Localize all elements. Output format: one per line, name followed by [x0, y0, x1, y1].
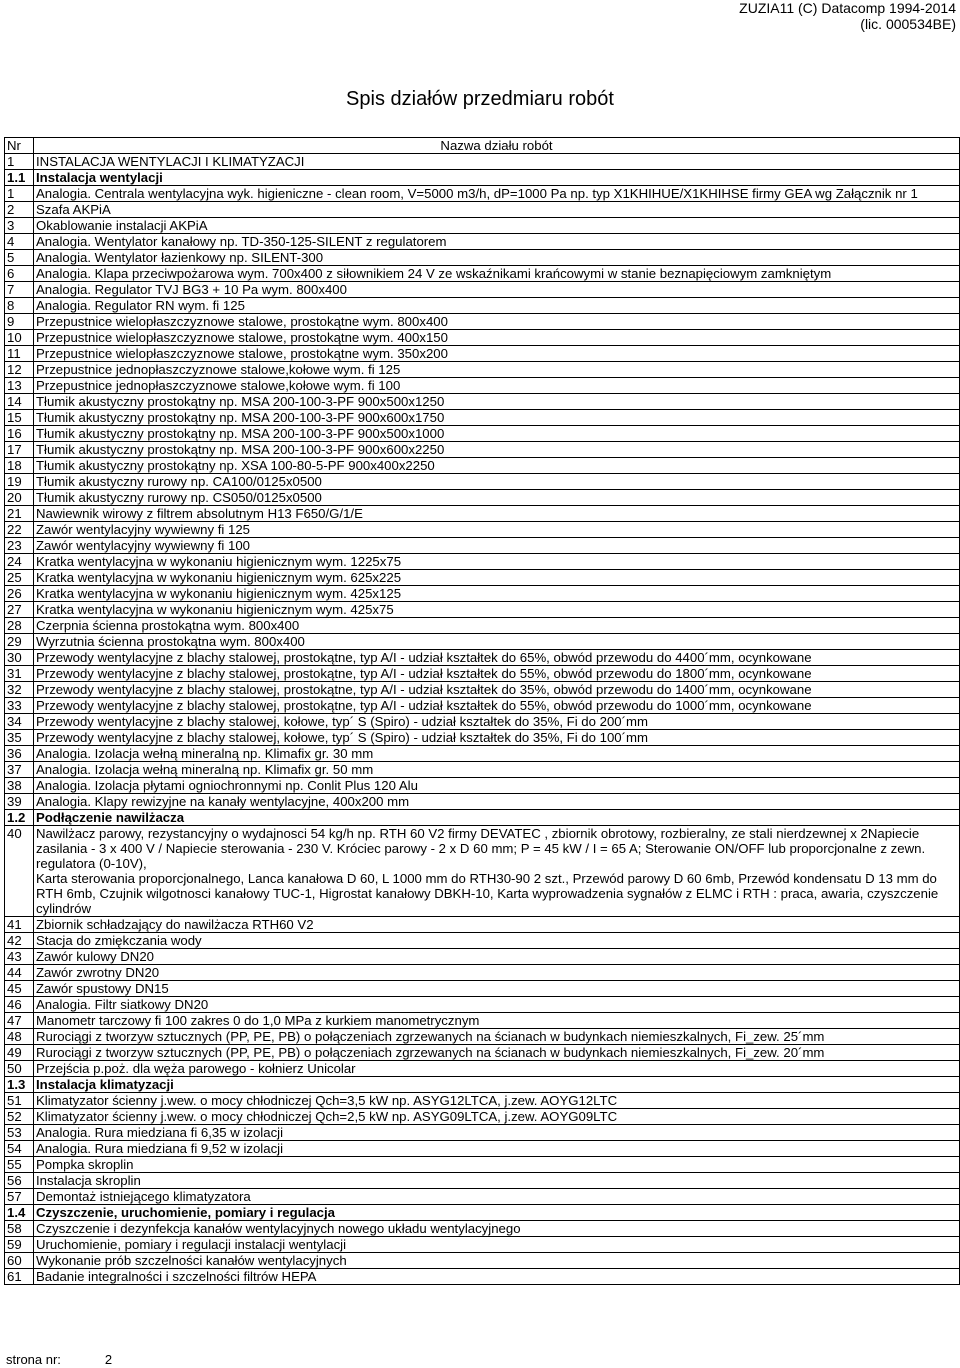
row-name: Przepustnice jednopłaszczyznowe stalowe,kołowe wym. fi 125	[34, 362, 960, 378]
row-name: Klimatyzator ścienny j.wew. o mocy chłodniczej Qch=2,5 kW np. ASYG09LTCA, j.zew. AOYG09LTC	[34, 1109, 960, 1125]
table-row	[5, 698, 960, 714]
row-number: 22	[5, 522, 34, 538]
table-row	[5, 154, 960, 170]
section-row	[5, 810, 960, 826]
row-number: 3	[5, 218, 34, 234]
table-row	[5, 410, 960, 426]
row-number: 30	[5, 650, 34, 666]
row-number: 10	[5, 330, 34, 346]
row-number: 53	[5, 1125, 34, 1141]
row-name: Nawiewnik wirowy z filtrem absolutnym H13 F650/G/1/E	[34, 506, 960, 522]
row-number: 46	[5, 997, 34, 1013]
table-row	[5, 762, 960, 778]
row-name: Zawór wentylacyjny wywiewny fi 125	[34, 522, 960, 538]
row-number: 14	[5, 394, 34, 410]
row-name: Czyszczenie, uruchomienie, pomiary i regulacja	[34, 1205, 960, 1221]
software-name: ZUZIA11 (C) Datacomp 1994-2014	[739, 0, 956, 16]
row-number: 34	[5, 714, 34, 730]
column-header-name: Nazwa działu robót	[34, 138, 960, 154]
table-row	[5, 1125, 960, 1141]
row-number: 44	[5, 965, 34, 981]
row-number: 21	[5, 506, 34, 522]
page-title: Spis działów przedmiaru robót	[346, 88, 614, 110]
table-row	[5, 1061, 960, 1077]
row-name: Analogia. Izolacja wełną mineralną np. Klimafix gr. 30 mm	[34, 746, 960, 762]
section-row	[5, 1205, 960, 1221]
row-number: 38	[5, 778, 34, 794]
table-row	[5, 1221, 960, 1237]
table-row	[5, 666, 960, 682]
table-row	[5, 266, 960, 282]
row-number: 45	[5, 981, 34, 997]
row-name: Analogia. Rura miedziana fi 6,35 w izolacji	[34, 1125, 960, 1141]
row-number: 1.2	[5, 810, 34, 826]
table-row	[5, 1109, 960, 1125]
row-number: 15	[5, 410, 34, 426]
row-number: 23	[5, 538, 34, 554]
table-row	[5, 933, 960, 949]
row-name: Przepustnice wielopłaszczyznowe stalowe, prostokątne wym. 400x150	[34, 330, 960, 346]
row-name: Kratka wentylacyjna w wykonaniu higienicznym wym. 625x225	[34, 570, 960, 586]
row-number: 27	[5, 602, 34, 618]
row-number: 60	[5, 1253, 34, 1269]
row-name: Analogia. Rura miedziana fi 9,52 w izolacji	[34, 1141, 960, 1157]
row-number: 5	[5, 250, 34, 266]
row-number: 25	[5, 570, 34, 586]
table-row	[5, 981, 960, 997]
row-name: Tłumik akustyczny prostokątny np. MSA 200-100-3-PF 900x600x1750	[34, 410, 960, 426]
table-row	[5, 282, 960, 298]
row-number: 58	[5, 1221, 34, 1237]
table-row	[5, 1157, 960, 1173]
table-row	[5, 490, 960, 506]
row-number: 51	[5, 1093, 34, 1109]
row-name: Stacja do zmiękczania wody	[34, 933, 960, 949]
table-row	[5, 1013, 960, 1029]
table-row	[5, 506, 960, 522]
table-row	[5, 1045, 960, 1061]
row-number: 61	[5, 1269, 34, 1285]
table-row	[5, 650, 960, 666]
row-name: Kratka wentylacyjna w wykonaniu higienicznym wym. 1225x75	[34, 554, 960, 570]
row-name: Przepustnice jednopłaszczyznowe stalowe,kołowe wym. fi 100	[34, 378, 960, 394]
row-number: 59	[5, 1237, 34, 1253]
table-row	[5, 218, 960, 234]
table-row	[5, 778, 960, 794]
row-number: 43	[5, 949, 34, 965]
row-number: 48	[5, 1029, 34, 1045]
table-row	[5, 570, 960, 586]
row-name: Tłumik akustyczny prostokątny np. MSA 200-100-3-PF 900x600x2250	[34, 442, 960, 458]
row-number: 52	[5, 1109, 34, 1125]
table-row	[5, 426, 960, 442]
page-number: 2	[104, 1352, 113, 1367]
row-name: Wykonanie prób szczelności kanałów wentylacyjnych	[34, 1253, 960, 1269]
table-row	[5, 586, 960, 602]
row-number: 17	[5, 442, 34, 458]
table-row	[5, 826, 960, 917]
row-name: Instalacja klimatyzacji	[34, 1077, 960, 1093]
row-number: 54	[5, 1141, 34, 1157]
row-name: Manometr tarczowy fi 100 zakres 0 do 1,0 MPa z kurkiem manometrycznym	[34, 1013, 960, 1029]
row-name: Szafa AKPiA	[34, 202, 960, 218]
row-number: 24	[5, 554, 34, 570]
table-row	[5, 1141, 960, 1157]
table-row	[5, 362, 960, 378]
table-body	[5, 154, 960, 1285]
row-name: Tłumik akustyczny prostokątny np. MSA 200-100-3-PF 900x500x1250	[34, 394, 960, 410]
row-name: Tłumik akustyczny rurowy np. CS050/0125x0500	[34, 490, 960, 506]
table-row	[5, 202, 960, 218]
row-number: 16	[5, 426, 34, 442]
table-row	[5, 554, 960, 570]
row-name: Pompka skroplin	[34, 1157, 960, 1173]
row-number: 1.3	[5, 1077, 34, 1093]
row-number: 20	[5, 490, 34, 506]
row-number: 29	[5, 634, 34, 650]
table-row	[5, 1253, 960, 1269]
table-row	[5, 538, 960, 554]
table-row	[5, 346, 960, 362]
table-row	[5, 474, 960, 490]
row-name: Instalacja skroplin	[34, 1173, 960, 1189]
row-name: Tłumik akustyczny rurowy np. CA100/0125x0500	[34, 474, 960, 490]
row-number: 50	[5, 1061, 34, 1077]
row-number: 26	[5, 586, 34, 602]
row-name: Tłumik akustyczny prostokątny np. XSA 100-80-5-PF 900x400x2250	[34, 458, 960, 474]
row-name: Analogia. Izolacja płytami ogniochronnymi np. Conlit Plus 120 Alu	[34, 778, 960, 794]
table-row	[5, 186, 960, 202]
table-row	[5, 378, 960, 394]
row-number: 42	[5, 933, 34, 949]
row-name: Wyrzutnia ścienna prostokątna wym. 800x400	[34, 634, 960, 650]
table-row	[5, 682, 960, 698]
table-row	[5, 314, 960, 330]
table-row	[5, 634, 960, 650]
row-number: 28	[5, 618, 34, 634]
row-name: Czyszczenie i dezynfekcja kanałów wentylacyjnych nowego układu wentylacyjnego	[34, 1221, 960, 1237]
row-number: 55	[5, 1157, 34, 1173]
row-number: 40	[5, 826, 34, 917]
table-row	[5, 298, 960, 314]
row-number: 47	[5, 1013, 34, 1029]
table-row	[5, 618, 960, 634]
table-row	[5, 1093, 960, 1109]
row-name: Zawór wentylacyjny wywiewny fi 100	[34, 538, 960, 554]
column-header-nr: Nr	[5, 138, 34, 154]
row-number: 7	[5, 282, 34, 298]
row-number: 32	[5, 682, 34, 698]
table-row	[5, 730, 960, 746]
row-name: Podłączenie nawilżacza	[34, 810, 960, 826]
row-number: 37	[5, 762, 34, 778]
row-name: Uruchomienie, pomiary i regulacji instalacji wentylacji	[34, 1237, 960, 1253]
row-number: 33	[5, 698, 34, 714]
table-row	[5, 1029, 960, 1045]
section-row	[5, 1077, 960, 1093]
row-number: 1.1	[5, 170, 34, 186]
row-number: 1.4	[5, 1205, 34, 1221]
row-name: Analogia. Regulator RN wym. fi 125	[34, 298, 960, 314]
table-row	[5, 1269, 960, 1285]
row-name: Analogia. Wentylator łazienkowy np. SILENT-300	[34, 250, 960, 266]
table-header-row	[5, 138, 960, 154]
row-number: 31	[5, 666, 34, 682]
table-row	[5, 458, 960, 474]
row-name: Klimatyzator ścienny j.wew. o mocy chłodniczej Qch=3,5 kW np. ASYG12LTCA, j.zew. AOYG12LTC	[34, 1093, 960, 1109]
row-name: Zbiornik schładzający do nawilżacza RTH60 V2	[34, 917, 960, 933]
row-name: Analogia. Klapa przeciwpożarowa wym. 700x400 z siłownikiem 24 V ze wskaźnikami krańcowymi w stanie beznapięciowym zamkniętym	[34, 266, 960, 282]
row-name: Przepustnice wielopłaszczyznowe stalowe, prostokątne wym. 800x400	[34, 314, 960, 330]
row-name: Analogia. Wentylator kanałowy np. TD-350-125-SILENT z regulatorem	[34, 234, 960, 250]
license-number: (lic. 000534BE)	[860, 16, 956, 32]
table-row	[5, 234, 960, 250]
row-name: Przewody wentylacyjne z blachy stalowej, kołowe, typ´ S (Spiro) - udział kształtek do 35%, Fi do 100´mm	[34, 730, 960, 746]
table-row	[5, 746, 960, 762]
row-name: Instalacja wentylacji	[34, 170, 960, 186]
row-number: 19	[5, 474, 34, 490]
table-row	[5, 602, 960, 618]
row-name: Zawór spustowy DN15	[34, 981, 960, 997]
row-number: 9	[5, 314, 34, 330]
row-number: 18	[5, 458, 34, 474]
row-name: Analogia. Izolacja wełną mineralną np. Klimafix gr. 50 mm	[34, 762, 960, 778]
row-name: Analogia. Filtr siatkowy DN20	[34, 997, 960, 1013]
row-name: Przejścia p.poż. dla węża parowego - kołnierz Unicolar	[34, 1061, 960, 1077]
table-row	[5, 1237, 960, 1253]
table-row	[5, 394, 960, 410]
row-name: Nawilżacz parowy, rezystancyjny o wydajnosci 54 kg/h np. RTH 60 V2 firmy DEVATEC , zbiornik obrotowy, rozbieralny, ze stali nierdzewnej x 2Napiecie zasilania - 3 x 400 V / Napiecie sterowania - 230 V. Króciec parowy - 2 x D 60 mm; P = 45 kW / I = 65 A; Sterowanie ON/OFF lub proporcjonalne z zewn. regulatora (0-10V), Karta sterowania proporcjonalnego, Lanca kanałowa D 60, L 1000 mm do RTH30-90 2 szt., Przewód parowy D 60 6mb, Przewód kondensatu D 13 mm do RTH 6mb, Czujnik wilgotnosci kanałowy TUC-1, Higrostat kanałowy DBKH-10, Karta wyprowadzenia sygnałów z ELMC i RTH : praca, awaria, czyszczenie cylindrów	[34, 826, 960, 917]
table-row	[5, 442, 960, 458]
row-name: Przewody wentylacyjne z blachy stalowej, prostokątne, typ A/I - udział kształtek do 35%, obwód przewodu do 1400´mm, ocynkowane	[34, 682, 960, 698]
row-number: 41	[5, 917, 34, 933]
row-number: 2	[5, 202, 34, 218]
table-row	[5, 949, 960, 965]
row-name: INSTALACJA WENTYLACJI I KLIMATYZACJI	[34, 154, 960, 170]
row-number: 57	[5, 1189, 34, 1205]
row-number: 6	[5, 266, 34, 282]
row-number: 4	[5, 234, 34, 250]
row-name: Przewody wentylacyjne z blachy stalowej, prostokątne, typ A/I - udział kształtek do 55%, obwód przewodu do 1000´mm, ocynkowane	[34, 698, 960, 714]
row-number: 13	[5, 378, 34, 394]
section-row	[5, 170, 960, 186]
row-name: Okablowanie instalacji AKPiA	[34, 218, 960, 234]
row-name: Rurociągi z tworzyw sztucznych (PP, PE, PB) o połączeniach zgrzewanych na ścianach w budynkach niemieszkalnych, Fi_zew. 20´mm	[34, 1045, 960, 1061]
table-row	[5, 997, 960, 1013]
row-number: 12	[5, 362, 34, 378]
row-name: Analogia. Klapy rewizyjne na kanały wentylacyjne, 400x200 mm	[34, 794, 960, 810]
table-row	[5, 714, 960, 730]
row-name: Przewody wentylacyjne z blachy stalowej, prostokątne, typ A/I - udział kształtek do 65%, obwód przewodu do 4400´mm, ocynkowane	[34, 650, 960, 666]
row-name: Rurociągi z tworzyw sztucznych (PP, PE, PB) o połączeniach zgrzewanych na ścianach w budynkach niemieszkalnych, Fi_zew. 25´mm	[34, 1029, 960, 1045]
row-number: 56	[5, 1173, 34, 1189]
table-row	[5, 1189, 960, 1205]
row-name: Przewody wentylacyjne z blachy stalowej, prostokątne, typ A/I - udział kształtek do 55%, obwód przewodu do 1800´mm, ocynkowane	[34, 666, 960, 682]
table-row	[5, 522, 960, 538]
table-row	[5, 330, 960, 346]
row-name: Analogia. Regulator TVJ BG3 + 10 Pa wym. 800x400	[34, 282, 960, 298]
table-row	[5, 250, 960, 266]
row-name: Zawór zwrotny DN20	[34, 965, 960, 981]
page-label: strona nr:	[6, 1352, 61, 1367]
row-name: Analogia. Centrala wentylacyjna wyk. higieniczne - clean room, V=5000 m3/h, dP=1000 Pa np. typ X1KHIHUE/X1KHIHSE firmy GEA wg Załącznik nr 1	[34, 186, 960, 202]
row-name: Kratka wentylacyjna w wykonaniu higienicznym wym. 425x125	[34, 586, 960, 602]
row-number: 36	[5, 746, 34, 762]
row-name: Czerpnia ścienna prostokątna wym. 800x400	[34, 618, 960, 634]
row-name: Demontaż istniejącego klimatyzatora	[34, 1189, 960, 1205]
table-row	[5, 965, 960, 981]
row-number: 1	[5, 154, 34, 170]
row-name: Kratka wentylacyjna w wykonaniu higienicznym wym. 425x75	[34, 602, 960, 618]
row-name: Przewody wentylacyjne z blachy stalowej, kołowe, typ´ S (Spiro) - udział kształtek do 35%, Fi do 200´mm	[34, 714, 960, 730]
row-number: 35	[5, 730, 34, 746]
row-name: Przepustnice wielopłaszczyznowe stalowe, prostokątne wym. 350x200	[34, 346, 960, 362]
sections-table	[4, 137, 960, 1285]
software-license-header	[739, 0, 956, 32]
row-name: Tłumik akustyczny prostokątny np. MSA 200-100-3-PF 900x500x1000	[34, 426, 960, 442]
row-number: 49	[5, 1045, 34, 1061]
row-name: Zawór kulowy DN20	[34, 949, 960, 965]
table-row	[5, 794, 960, 810]
table-row	[5, 1173, 960, 1189]
row-name: Badanie integralności i szczelności filtrów HEPA	[34, 1269, 960, 1285]
row-number: 11	[5, 346, 34, 362]
row-number: 1	[5, 186, 34, 202]
row-number: 39	[5, 794, 34, 810]
row-number: 8	[5, 298, 34, 314]
table-row	[5, 917, 960, 933]
